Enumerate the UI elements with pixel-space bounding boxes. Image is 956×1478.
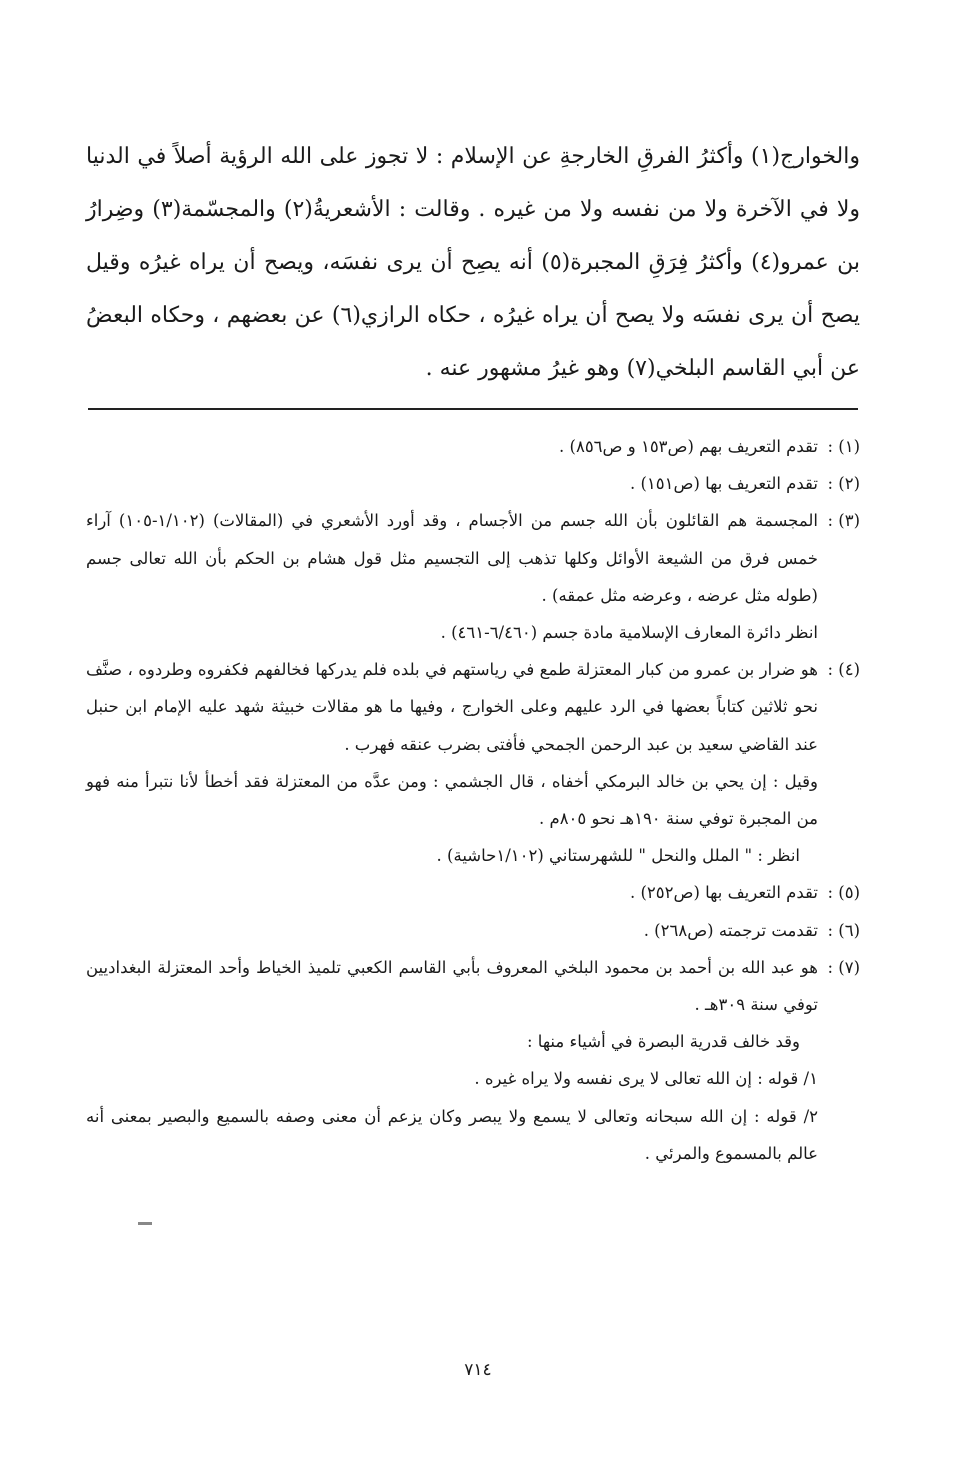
footnote-7-intro: وقد خالف قدرية البصرة في أشياء منها :: [527, 1032, 800, 1052]
footnote-4-reference: انظر : " الملل والنحل " للشهرستاني (١/١٠٢حاشية) .: [436, 846, 800, 866]
footnote-3: [86, 502, 860, 614]
footnote-4: [86, 651, 860, 763]
footnote-number: (٥) :: [827, 883, 860, 903]
footnote-7-item-2: ٢/ قوله : إن الله سبحانه وتعالى لا يسمع ولا يبصر وكان يزعم أن معنى وصفه بالسميع والبصير بمعنى أنه عالم بالمسموع والمرئي .: [86, 1106, 818, 1163]
footnote-text: تقدم التعريف بهم (ص١٥٣ و ص٨٥٦) .: [559, 437, 818, 456]
footnote-6: [86, 912, 860, 949]
footnote-5: [86, 874, 860, 911]
footnote-number: (٧) :: [827, 957, 860, 977]
footnote-text: المجسمة هم القائلون بأن الله جسم من الأجسام ، وقد أورد الأشعري في (المقالات) (١/١٠٢-١٠٥) آراء خمس فرق من الشيعة الأوائل وكلها تذهب إلى التجسيم مثل قول هشام بن الحكم بأن الله تعالى جسم (طوله مثل عرضه ، وعرضه مثل عمقه) .: [86, 511, 818, 605]
footnote-text: تقدم التعريف بها (ص٢٥٢) .: [629, 883, 818, 903]
footnote-number: (٢) :: [827, 474, 860, 494]
footnote-7: [86, 949, 860, 1023]
footnotes: [86, 428, 860, 1172]
footnote-separator: [88, 408, 858, 410]
footnote-number: (٣) :: [827, 511, 860, 531]
page-number: ٧١٤: [464, 1360, 492, 1380]
main-paragraph: والخوارج(١) وأكثرُ الفرقِ الخارجةِ عن الإسلام : لا تجوز على الله الرؤية أصلاً في الدنيا ولا في الآخرة ولا من نفسه ولا من غيره . وقالت : الأشعريةُ(٢) والمجسّمة(٣) وضِرارُ بن عمرو(٤) وأكثرُ فِرَقِ المجبرة(٥) أنه يصِح أن يرى نفسَه، ويصح أن يراه غيرُه وقيل يصح أن يرى نفسَه ولا يصح أن يراه غيرُه ، حكاه الرازي(٦) عن بعضهم ، وحكاه البعضُ عن أبي القاسم البلخي(٧) وهو غيرُ مشهور عنه .: [86, 144, 860, 381]
footnote-7-item-1: ١/ قوله : إن الله تعالى لا يرى نفسه ولا يراه غيره .: [474, 1069, 818, 1089]
footnote-1: [86, 428, 860, 465]
footnote-number: (٤) :: [827, 660, 860, 680]
footnote-number: (١) :: [827, 437, 860, 456]
footnote-text: هو ضرار بن عمرو من كبار المعتزلة طمع في رياستهم في بلده فلم يدركها فخالفهم فكفروه وطردوه ، صنَّف نحو ثلاثين كتاباً بعضها في الرد عليهم وعلى الخوارج ، وفيها ما هو مقالات خبيثة شهد عليه الإمام ابن حنبل عند القاضي سعيد بن عبد الرحمن الجمحي فأفتى بضرب عنقه فهرب .: [86, 660, 818, 754]
footnote-3-reference: انظر دائرة المعارف الإسلامية مادة جسم (٦/٤٦٠-٤٦١) .: [440, 623, 818, 643]
main-text: [86, 130, 860, 395]
footnote-text: هو عبد الله بن أحمد بن محمود البلخي المعروف بأبي القاسم الكعبي تلميذ الخياط وأحد المعتزلة البغداديين توفي سنة ٣٠٩هـ .: [86, 957, 818, 1015]
footnote-2: [86, 465, 860, 502]
footnote-text: تقدم التعريف بها (ص١٥١) .: [629, 474, 818, 494]
scan-mark: [138, 1222, 152, 1225]
footnote-4-extra: وقيل : إن يحي بن خالد البرمكي أخفاه ، قال الجشمي : ومن عدَّه من المعتزلة فقد أخطأ لأنا نتبرأ منه فهو من المجبرة توفي سنة ١٩٠هـ نحو ٨٠٥م .: [86, 771, 818, 829]
footnote-number: (٦) :: [827, 920, 860, 940]
footnote-text: تقدمت ترجمته (ص٢٦٨) .: [643, 920, 818, 940]
